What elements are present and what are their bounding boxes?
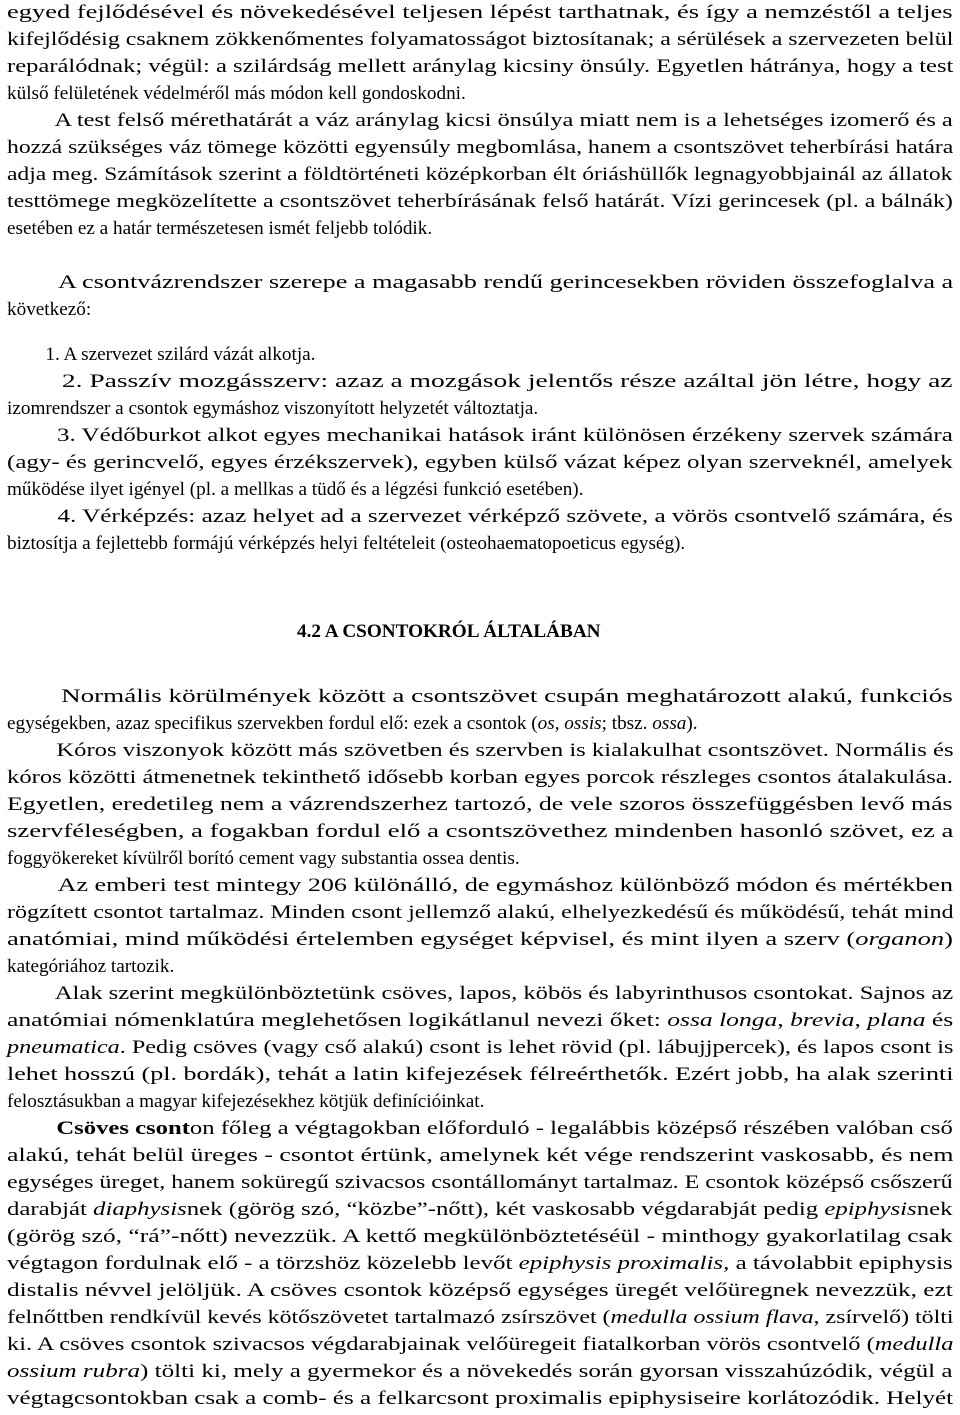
section-heading: 4.2 A CSONTOKRÓL ÁLTALÁBAN xyxy=(297,621,601,642)
italic-term: pneumatica xyxy=(7,1037,120,1058)
text-line xyxy=(7,981,953,1007)
text-line xyxy=(7,270,953,296)
text-line xyxy=(7,684,953,710)
text-run: 2. Passzív mozgásszerv: azaz a mozgások jelentős része azáltal jön létre, hogy az xyxy=(7,371,953,392)
text-run: végtagon fordulnak elő - a törzshöz közelebb levőt xyxy=(7,1253,519,1274)
text-run: működése ilyet igényel (pl. a mellkas a tüdő és a légzési funkció esetében). xyxy=(7,479,584,500)
text-line xyxy=(7,162,952,188)
text-line xyxy=(7,819,953,845)
text-line xyxy=(7,738,954,764)
text-run: A test felső mérethatárát a váz aránylag kicsi önsúlya miatt nem is a lehetséges izomerő és a xyxy=(7,110,953,131)
text-run: 1. A szervezet szilárd vázát alkotja. xyxy=(7,344,316,365)
text-run: nek xyxy=(916,1199,953,1220)
text-line xyxy=(7,900,954,926)
text-run: darabját xyxy=(7,1199,94,1220)
text-run: Normális körülmények között a csontszövet csupán meghatározott alakú, funkciós xyxy=(7,686,953,707)
text-line xyxy=(7,1386,953,1412)
text-run: (agy- és gerincvelő, egyes érzékszervek), egyben külső vázat képez olyan szerveknél, amelyek xyxy=(7,452,953,473)
text-run: egyed fejlődésével és növekedésével teljesen lépést tarthatnak, és így a nemzéstől a teljes xyxy=(7,2,953,23)
text-run: A csontvázrendszer szerepe a magasabb rendű gerincesekben röviden összefoglalva a xyxy=(7,272,954,293)
text-run: következő: xyxy=(7,299,92,320)
text-run: ; tbsz. xyxy=(601,713,653,734)
italic-term: ossis xyxy=(564,713,602,734)
text-run: ki. A csöves csontok szivacsos végdarabjainak velőüregeit fiatalkorban vörös csontvelő ( xyxy=(7,1334,875,1355)
text-run: esetében ez a határ természetesen ismét feljebb tolódik. xyxy=(7,218,433,239)
text-line xyxy=(7,1143,953,1169)
text-line xyxy=(7,369,953,395)
text-run: kifejlődésig csaknem zökkenőmentes folyamatosságot biztosítanak; a sérülések a szervezeten belül xyxy=(7,29,954,50)
text-line xyxy=(7,1278,953,1304)
text-line xyxy=(7,1062,954,1088)
text-run: felnőttben rendkívül kevés kötőszövetet tartalmazó zsírszövet ( xyxy=(7,1307,611,1328)
italic-term: epiphysis proximalis xyxy=(518,1253,724,1274)
text-run: foggyökereket kívülről borító cement vagy substantia ossea dentis. xyxy=(7,848,520,869)
text-line xyxy=(7,954,174,980)
italic-term: os xyxy=(537,713,555,734)
text-run: kóros közötti átmenetnek tekinthető idősebb korban egyes porcok részleges csontos átalakulása. xyxy=(7,767,953,788)
text-run: kategóriához tartozik. xyxy=(7,956,175,977)
text-line xyxy=(7,1197,953,1223)
text-run: Az emberi test mintegy 206 különálló, de egymáshoz különböző módon és mértékben xyxy=(7,875,953,896)
text-run: nek (görög szó, “közbe”-nőtt), két vaskosabb végdarabját pedig xyxy=(186,1199,825,1220)
text-line xyxy=(7,1224,953,1250)
text-run: distalis névvel jelöljük. A csöves csontok középső egységes üregét velőüregnek nevezzük, ezt xyxy=(7,1280,953,1301)
text-line xyxy=(7,54,953,80)
text-line xyxy=(7,846,520,872)
italic-term: plana xyxy=(867,1010,926,1031)
text-run: anatómiai, mind működési értelemben egységet képvisel, és mint ilyen a szerv ( xyxy=(7,929,856,950)
text-line xyxy=(7,1305,953,1331)
text-line xyxy=(7,1116,953,1142)
italic-term: diaphysis xyxy=(93,1199,187,1220)
text-run: egységes üreget, hanem soküregű szivacsos csontállományt tartalmaz. E csontok középső csőszerű xyxy=(7,1172,953,1193)
text-run: , zsírvelő) tölti xyxy=(813,1307,954,1328)
italic-term: medulla ossium flava xyxy=(610,1307,814,1328)
italic-term: epiphysis xyxy=(824,1199,917,1220)
italic-term: brevia xyxy=(790,1010,855,1031)
text-run: Egyetlen, eredetileg nem a vázrendszerhez tartozó, de vele szoros összefüggésben levő más xyxy=(7,794,953,815)
text-line xyxy=(7,1332,953,1358)
text-run: ) xyxy=(944,929,954,950)
text-run: ). xyxy=(686,713,698,734)
text-line xyxy=(7,450,953,476)
text-run: Kóros viszonyok között más szövetben és szervben is kialakulhat csontszövet. Normális és xyxy=(7,740,954,761)
text-line xyxy=(7,0,953,26)
italic-term: organon xyxy=(855,929,945,950)
text-run: anatómiai nómenklatúra meglehetősen logikátlanul nevezi őket: xyxy=(7,1010,668,1031)
text-run: reparálódnak; végül: a szilárdság mellett aránylag kicsiny önsúly. Egyetlen hátránya, hogy a test xyxy=(7,56,954,77)
text-line xyxy=(7,135,953,161)
text-line xyxy=(7,927,953,953)
text-line xyxy=(7,27,953,53)
text-line xyxy=(7,792,953,818)
text-run: . Pedig csöves (vagy cső alakú) csont is lehet rövid (pl. lábujjpercek), és lapos csont is xyxy=(119,1037,954,1058)
text-line xyxy=(7,81,466,107)
text-run: Alak szerint megkülönböztetünk csöves, lapos, köbös és labyrinthusos csontokat. Sajnos az xyxy=(7,983,954,1004)
text-line xyxy=(7,297,91,323)
text-line xyxy=(7,1359,953,1385)
text-run: külső felületének védelméről más módon kell gondoskodni. xyxy=(7,83,466,104)
text-run: végtagcsontokban csak a comb- és a felkarcsont proximalis epiphysiseire korlátozódik. Helyét xyxy=(7,1388,954,1409)
text-line xyxy=(7,1251,953,1277)
text-line xyxy=(7,1035,953,1061)
text-run xyxy=(7,1118,56,1139)
text-line xyxy=(7,1008,953,1034)
text-line xyxy=(7,477,584,503)
text-line xyxy=(7,1089,484,1115)
text-run: , xyxy=(554,713,565,734)
text-line xyxy=(7,504,953,530)
text-run: (görög szó, “rá”-nőtt) nevezzük. A kettő megkülönböztetéséül - minthogy gyakorlatilag csak xyxy=(7,1226,953,1247)
text-line xyxy=(7,765,953,791)
text-line xyxy=(7,711,698,737)
text-line xyxy=(7,216,432,242)
text-line xyxy=(7,189,953,215)
text-line xyxy=(7,423,953,449)
text-line xyxy=(7,108,953,134)
text-run: 4. Vérképzés: azaz helyet ad a szervezet vérképző szövete, a vörös csontvelő számára, és xyxy=(7,506,953,527)
italic-term: medulla xyxy=(874,1334,954,1355)
text-run: felosztásukban a magyar kifejezésekhez kötjük definícióinkat. xyxy=(7,1091,485,1112)
text-run: hozzá szükséges váz tömege közötti egyensúly megbomlása, hanem a csontszövet teherbírási határa xyxy=(7,137,954,158)
text-line xyxy=(7,342,315,368)
text-run: szervféleségben, a fogakban fordul elő a csontszövethez mindenben hasonló szövet, ez a xyxy=(7,821,954,842)
text-run: izomrendszer a csontok egymáshoz viszonyított helyzetét változtatja. xyxy=(7,398,539,419)
text-run: alakú, tehát belül üreges - csontot értünk, amelynek két vége rendszerint vaskosabb, és nem xyxy=(7,1145,954,1166)
text-line xyxy=(7,531,685,557)
italic-term: ossa xyxy=(652,713,687,734)
bold-term: Csöves csont xyxy=(56,1118,190,1139)
italic-term: ossium rubra xyxy=(7,1361,141,1382)
text-run: biztosítja a fejlettebb formájú vérképzés helyi feltételeit (osteohaematopoeticus egység). xyxy=(7,533,686,554)
text-run: és xyxy=(925,1010,954,1031)
text-run: rögzített csontot tartalmaz. Minden csont jellemző alakú, elhelyezkedésű és működésű, tehát mind xyxy=(7,902,954,923)
text-run: lehet hosszú (pl. bordák), tehát a latin kifejezések félreérthetők. Ezért jobb, ha alak szerinti xyxy=(7,1064,954,1085)
text-run: , a távolabbit epiphysis xyxy=(723,1253,953,1274)
text-run: egységekben, azaz specifikus szervekben fordul elő: ezek a csontok ( xyxy=(7,713,538,734)
text-run: testtömege megközelítette a csontszövet teherbírásának felső határát. Vízi gerincesek (pl. a bálnák) xyxy=(7,191,953,212)
italic-term: ossa longa xyxy=(667,1010,778,1031)
text-run: , xyxy=(777,1010,791,1031)
text-run: adja meg. Számítások szerint a földtörténeti középkorban élt óriáshüllők legnagyobbjainál az állatok xyxy=(7,164,953,185)
text-line xyxy=(7,873,953,899)
text-run: ) tölti ki, mely a gyermekor és a növekedés során gyorsan visszahúzódik, végül a xyxy=(140,1361,953,1382)
text-run: on főleg a végtagokban előforduló - legalábbis középső részében valóban cső xyxy=(189,1118,953,1139)
text-line xyxy=(7,396,538,422)
text-line xyxy=(7,1170,953,1196)
text-run: 3. Védőburkot alkot egyes mechanikai hatások iránt különösen érzékeny szervek számára xyxy=(7,425,953,446)
text-run: , xyxy=(854,1010,868,1031)
